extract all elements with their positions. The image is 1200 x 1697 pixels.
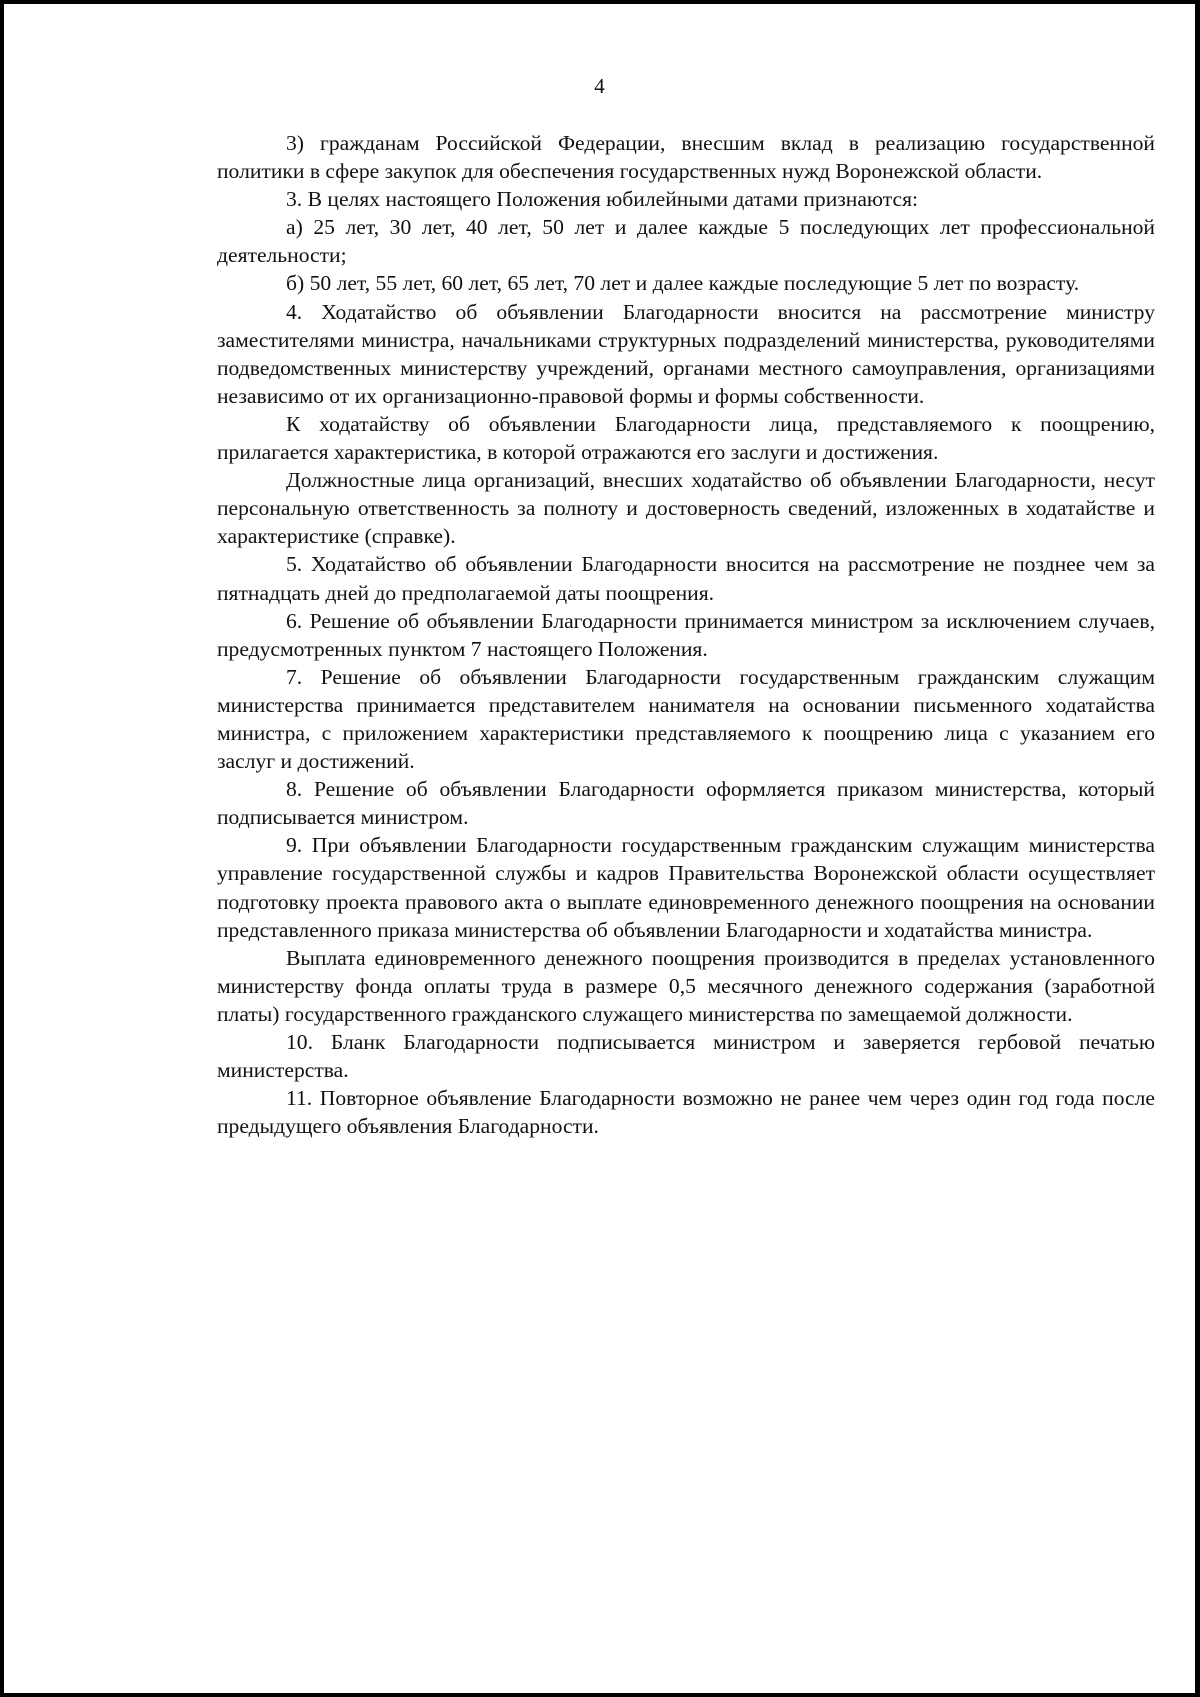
- page-number: 4: [594, 74, 605, 98]
- paragraph-personnel-department: 9. При объявлении Благодарности государственным гражданским служащим министерства управление государственной службы и кадров Правительства Воронежской области осуществляет подготовку проекта правового акта о выплате единовременного денежного поощрения на основании представленного приказа министерства об объявлении Благодарности и ходатайства министра.: [217, 833, 1155, 942]
- paragraph-petition-submission: 4. Ходатайство об объявлении Благодарности вносится на рассмотрение министру заместителями министра, начальниками структурных подразделений министерства, руководителями подведомственных министерству учреждений, органами местного самоуправления, организациями независимо от их организационно-правовой формы и формы собственности.: [217, 299, 1155, 408]
- paragraph-repeat-award: 11. Повторное объявление Благодарности возможно не ранее чем через один год года после предыдущего объявления Благодарности.: [217, 1086, 1155, 1139]
- paragraph-decision-civil-servants: 7. Решение об объявлении Благодарности государственным гражданским служащим министерства принимается представителем нанимателя на основании письменного ходатайства министра, с приложением характеристики представляемого к поощрению лица с указанием его заслуг и достижений.: [217, 664, 1155, 774]
- document-body: [217, 129, 1155, 1140]
- paragraph-order: 8. Решение об объявлении Благодарности оформляется приказом министерства, который подписывается министром.: [217, 777, 1155, 830]
- paragraph-age-anniversaries: б) 50 лет, 55 лет, 60 лет, 65 лет, 70 лет и далее каждые последующие 5 лет по возрасту.: [286, 271, 1080, 296]
- paragraph-decision-minister: 6. Решение об объявлении Благодарности принимается министром за исключением случаев, предусмотренных пунктом 7 настоящего Положения.: [217, 608, 1155, 661]
- paragraph-item-3-citizens: 3) гражданам Российской Федерации, внесшим вклад в реализацию государственной политики в сфере закупок для обеспечения государственных нужд Воронежской области.: [217, 131, 1155, 184]
- paragraph-anniversary-dates: 3. В целях настоящего Положения юбилейными датами признаются:: [286, 187, 918, 212]
- paragraph-responsibility: Должностные лица организаций, внесших ходатайство об объявлении Благодарности, несут персональную ответственность за полноту и достоверность сведений, изложенных в ходатайстве и характеристике (справке).: [217, 468, 1155, 549]
- paragraph-professional-anniversaries: а) 25 лет, 30 лет, 40 лет, 50 лет и далее каждые 5 последующих лет профессиональной деятельности;: [217, 215, 1155, 268]
- paragraph-payment: Выплата единовременного денежного поощрения производится в пределах установленного министерству фонда оплаты труда в размере 0,5 месячного денежного содержания (заработной платы) государственного гражданского служащего министерства по замещаемой должности.: [217, 945, 1155, 1026]
- paragraph-characteristic: К ходатайству об объявлении Благодарности лица, представляемого к поощрению, прилагается характеристика, в которой отражаются его заслуги и достижения.: [217, 411, 1155, 465]
- paragraph-blank-signature: 10. Бланк Благодарности подписывается министром и заверяется гербовой печатью министерства.: [217, 1030, 1155, 1083]
- paragraph-deadline: 5. Ходатайство об объявлении Благодарности вносится на рассмотрение не позднее чем за пятнадцать дней до предполагаемой даты поощрения.: [217, 552, 1155, 605]
